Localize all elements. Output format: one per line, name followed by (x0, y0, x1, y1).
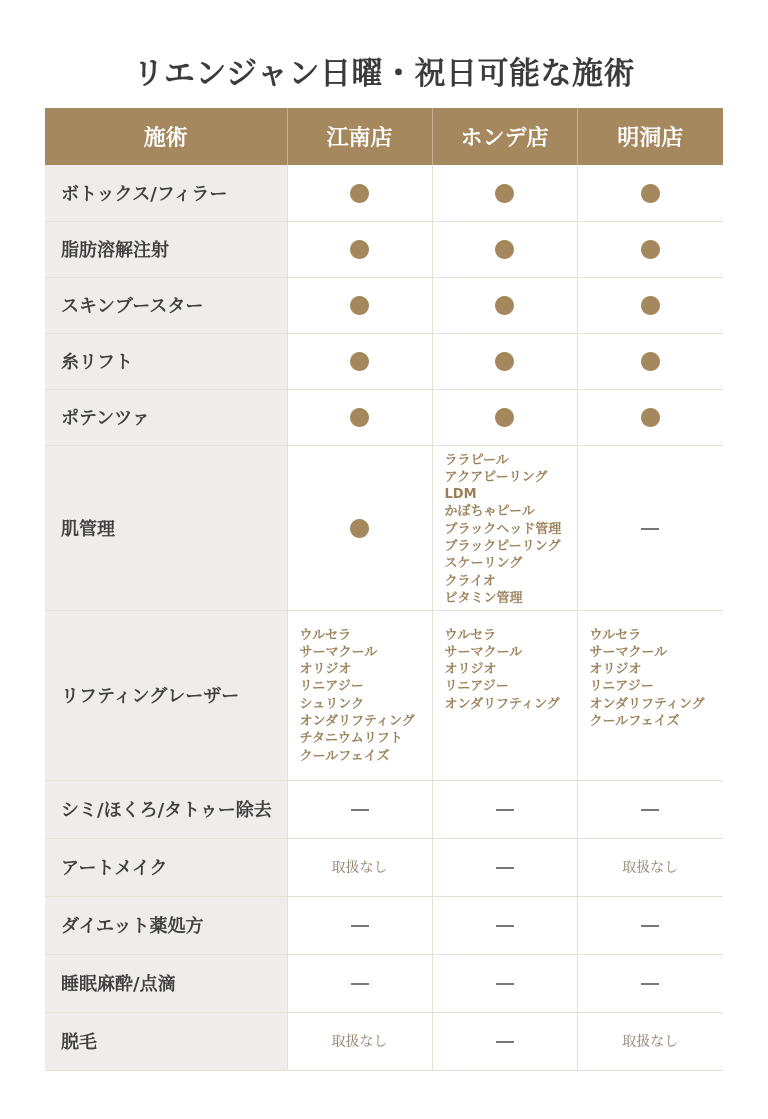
service-name: 脱毛 (45, 1012, 287, 1070)
availability-cell (287, 896, 432, 954)
available-dot-icon (641, 296, 660, 315)
page-title: リエンジャン日曜・祝日可能な施術 (133, 56, 635, 92)
procedure-list (433, 611, 577, 713)
procedure-item: ウルセラ (589, 627, 642, 643)
procedure-item: スケーリング (444, 556, 523, 572)
table-row (45, 896, 723, 954)
procedure-item: クールフェイズ (589, 713, 680, 729)
availability-cell (432, 165, 577, 221)
availability-cell (287, 1012, 432, 1070)
availability-cell (577, 221, 723, 277)
availability-cell (287, 333, 432, 389)
unavailable-dash-icon (641, 528, 659, 530)
availability-cell (287, 954, 432, 1012)
table-header-row (45, 108, 723, 165)
service-name: シミ/ほくろ/タトゥー除去 (45, 780, 287, 838)
availability-cell (287, 221, 432, 277)
procedure-item: オリジオ (589, 662, 642, 678)
table-row (45, 277, 723, 333)
procedure-item: オリジオ (444, 662, 497, 678)
unavailable-dash-icon (496, 1041, 514, 1043)
service-name: 肌管理 (45, 445, 287, 610)
service-name: 脂肪溶解注射 (45, 221, 287, 277)
available-dot-icon (641, 352, 660, 371)
availability-cell (287, 780, 432, 838)
availability-cell (577, 389, 723, 445)
table-row (45, 333, 723, 389)
procedure-item: ウルセラ (444, 627, 497, 643)
procedure-item: クールフェイズ (299, 748, 390, 764)
procedure-list (578, 611, 724, 731)
availability-cell (577, 610, 723, 780)
procedure-item: ブラックピーリング (444, 538, 561, 554)
unavailable-dash-icon (351, 925, 369, 927)
not-offered-label: 取扱なし (331, 1034, 388, 1050)
procedure-item: サーマクール (444, 644, 523, 660)
not-offered-label: 取扱なし (331, 860, 388, 876)
header-myeongdong: 明洞店 (577, 108, 723, 165)
procedure-item: LDM (444, 487, 477, 503)
availability-cell (432, 838, 577, 896)
service-name: リフティングレーザー (45, 610, 287, 780)
availability-cell (577, 780, 723, 838)
procedure-item: シュリンク (299, 696, 364, 712)
procedure-item: サーマクール (299, 644, 378, 660)
procedure-item: リニアジー (444, 679, 509, 695)
procedure-item: ブラックヘッド管理 (444, 521, 562, 537)
table-row (45, 221, 723, 277)
available-dot-icon (641, 184, 660, 203)
available-dot-icon (350, 240, 369, 259)
available-dot-icon (350, 519, 369, 538)
table-row (45, 954, 723, 1012)
procedure-item: ララピール (444, 452, 509, 468)
header-treatment: 施術 (45, 108, 287, 165)
procedure-item: クライオ (444, 573, 496, 589)
procedure-list (288, 611, 432, 765)
table-row (45, 165, 723, 221)
procedure-item: ビタミン管理 (444, 590, 523, 606)
unavailable-dash-icon (641, 809, 659, 811)
procedure-item: リニアジー (299, 679, 364, 695)
availability-cell (287, 277, 432, 333)
availability-cell (577, 896, 723, 954)
header-hongdae: ホンデ店 (432, 108, 577, 165)
header-gangnam: 江南店 (287, 108, 432, 165)
procedure-item: ウルセラ (299, 627, 352, 643)
procedure-list (433, 446, 577, 608)
table-row (45, 838, 723, 896)
available-dot-icon (495, 240, 514, 259)
availability-cell (432, 277, 577, 333)
service-name: ボトックス/フィラー (45, 165, 287, 221)
available-dot-icon (495, 352, 514, 371)
availability-cell (287, 165, 432, 221)
available-dot-icon (641, 240, 660, 259)
unavailable-dash-icon (351, 983, 369, 985)
procedure-item: サーマクール (589, 644, 668, 660)
available-dot-icon (641, 408, 660, 427)
unavailable-dash-icon (496, 925, 514, 927)
availability-cell (577, 445, 723, 610)
availability-cell (577, 838, 723, 896)
availability-cell (432, 333, 577, 389)
service-name: アートメイク (45, 838, 287, 896)
procedure-item: アクアピーリング (444, 469, 548, 485)
availability-cell (287, 838, 432, 896)
procedure-item: オンダリフティング (299, 713, 415, 729)
procedure-item: オンダリフティング (444, 696, 560, 712)
availability-cell (287, 610, 432, 780)
table-row (45, 610, 723, 780)
unavailable-dash-icon (351, 809, 369, 811)
availability-cell (287, 389, 432, 445)
availability-cell (432, 954, 577, 1012)
not-offered-label: 取扱なし (622, 860, 679, 876)
availability-cell (432, 389, 577, 445)
service-name: スキンブースター (45, 277, 287, 333)
availability-cell (432, 221, 577, 277)
not-offered-label: 取扱なし (622, 1034, 679, 1050)
available-dot-icon (495, 296, 514, 315)
procedure-item: チタニウムリフト (299, 731, 403, 747)
availability-cell (287, 445, 432, 610)
available-dot-icon (350, 296, 369, 315)
treatment-availability-table (45, 108, 723, 1071)
procedure-item: オンダリフティング (589, 696, 705, 712)
table-row (45, 389, 723, 445)
service-name: ポテンツァ (45, 389, 287, 445)
availability-cell (577, 333, 723, 389)
available-dot-icon (495, 408, 514, 427)
availability-cell (432, 896, 577, 954)
service-name: ダイエット薬処方 (45, 896, 287, 954)
service-name: 睡眠麻酔/点滴 (45, 954, 287, 1012)
availability-cell (432, 445, 577, 610)
available-dot-icon (350, 184, 369, 203)
availability-cell (432, 610, 577, 780)
availability-cell (577, 165, 723, 221)
availability-cell (577, 954, 723, 1012)
table-row (45, 780, 723, 838)
availability-cell (432, 780, 577, 838)
availability-cell (577, 1012, 723, 1070)
procedure-item: オリジオ (299, 662, 352, 678)
unavailable-dash-icon (641, 983, 659, 985)
unavailable-dash-icon (496, 867, 514, 869)
unavailable-dash-icon (641, 925, 659, 927)
table-row (45, 445, 723, 610)
available-dot-icon (350, 408, 369, 427)
availability-cell (432, 1012, 577, 1070)
unavailable-dash-icon (496, 809, 514, 811)
procedure-item: リニアジー (589, 679, 654, 695)
unavailable-dash-icon (496, 983, 514, 985)
table-row (45, 1012, 723, 1070)
available-dot-icon (495, 184, 514, 203)
service-name: 糸リフト (45, 333, 287, 389)
available-dot-icon (350, 352, 369, 371)
availability-cell (577, 277, 723, 333)
procedure-item: かぼちゃピール (444, 504, 535, 520)
